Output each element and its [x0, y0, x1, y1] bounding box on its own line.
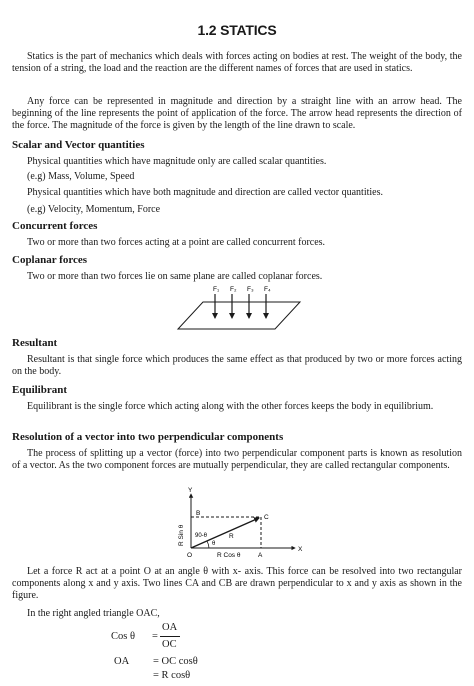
fraction-bar	[160, 636, 180, 637]
eq1-equals: =	[152, 631, 158, 642]
eq3-rhs: = R cosθ	[153, 670, 191, 681]
force-representation: Any force can be represented in magnitude and direction by a straight line with an arrow head. The beginning of the line represents the point of application of the force. The arrow head represents the direction of the force. The magnitude of the force is given by the length of the line drawn to scale.	[12, 96, 462, 131]
eq1-denominator: OC	[162, 639, 177, 650]
eq2-rhs: = OC cosθ	[153, 656, 198, 667]
triangle-intro: In the right angled triangle OAC,	[27, 608, 160, 619]
equilibrant-text: Equilibrant is the single force which acting along with the other forces keeps the body in equilibrium.	[27, 401, 434, 412]
label-y: Y	[188, 487, 193, 494]
heading-resolution: Resolution of a vector into two perpendicular components	[12, 431, 284, 443]
force-label-f1: F₁	[213, 286, 220, 293]
heading-resultant: Resultant	[12, 337, 58, 349]
coplanar-text: Two or more than two forces lie on same plane are called coplanar forces.	[27, 271, 323, 282]
scalar-example: (e.g) Mass, Volume, Speed	[27, 171, 135, 182]
label-angle-top: 90-θ	[195, 533, 208, 539]
label-r-cos: R Cos θ	[217, 552, 241, 559]
force-label-f2: F₂	[230, 286, 237, 293]
force-label-f3: F₃	[247, 286, 254, 293]
label-r: R	[229, 533, 234, 540]
angle-arc-theta	[207, 541, 209, 548]
resolution-explanation: Let a force R act at a point O at an angle θ with x- axis. This force can be resolved into two rectangular components along x and y axis. Two lines CA and CB are drawn perpendicular to x and y axis as shown in the figure.	[12, 566, 462, 601]
resultant-text: Resultant is that single force which produces the same effect as that produced by two or more forces acting on the body.	[12, 354, 462, 377]
resolution-figure	[165, 486, 315, 566]
heading-coplanar: Coplanar forces	[12, 254, 88, 266]
eq1-lhs: Cos θ	[111, 631, 135, 642]
label-theta: θ	[212, 541, 216, 547]
label-c: C	[264, 514, 269, 521]
plane-shape	[178, 302, 300, 329]
heading-scalar-vector: Scalar and Vector quantities	[12, 139, 145, 151]
force-label-f4: F₄	[264, 286, 271, 293]
label-a: A	[258, 552, 263, 559]
heading-concurrent: Concurrent forces	[12, 220, 98, 232]
vector-example: (e.g) Velocity, Momentum, Force	[27, 204, 161, 215]
statics-definition: Statics is the part of mechanics which deals with forces acting on bodies at rest. The weight of the body, the tension of a string, the load and the reaction are the different names of forces that are used in statics.	[12, 51, 462, 74]
coplanar-figure	[175, 284, 305, 334]
label-x: X	[298, 546, 303, 553]
page-title: 1.2 STATICS	[197, 22, 277, 38]
concurrent-text: Two or more than two forces acting at a point are called concurrent forces.	[27, 237, 326, 248]
eq2-lhs: OA	[114, 656, 130, 667]
vector-definition: Physical quantities which have both magnitude and direction are called vector quantities.	[27, 187, 384, 198]
resolution-text: The process of splitting up a vector (force) into two perpendicular component parts is known as resolution of a vector. As the two component forces are mutually perpendicular, they are called rectangular components.	[12, 448, 462, 471]
label-o: O	[187, 552, 193, 559]
label-r-sin: R Sin θ	[178, 524, 185, 546]
eq1-numerator: OA	[162, 622, 178, 633]
heading-equilibrant: Equilibrant	[12, 384, 68, 396]
scalar-definition: Physical quantities which have magnitude only are called scalar quantities.	[27, 156, 327, 167]
label-b: B	[196, 510, 201, 517]
